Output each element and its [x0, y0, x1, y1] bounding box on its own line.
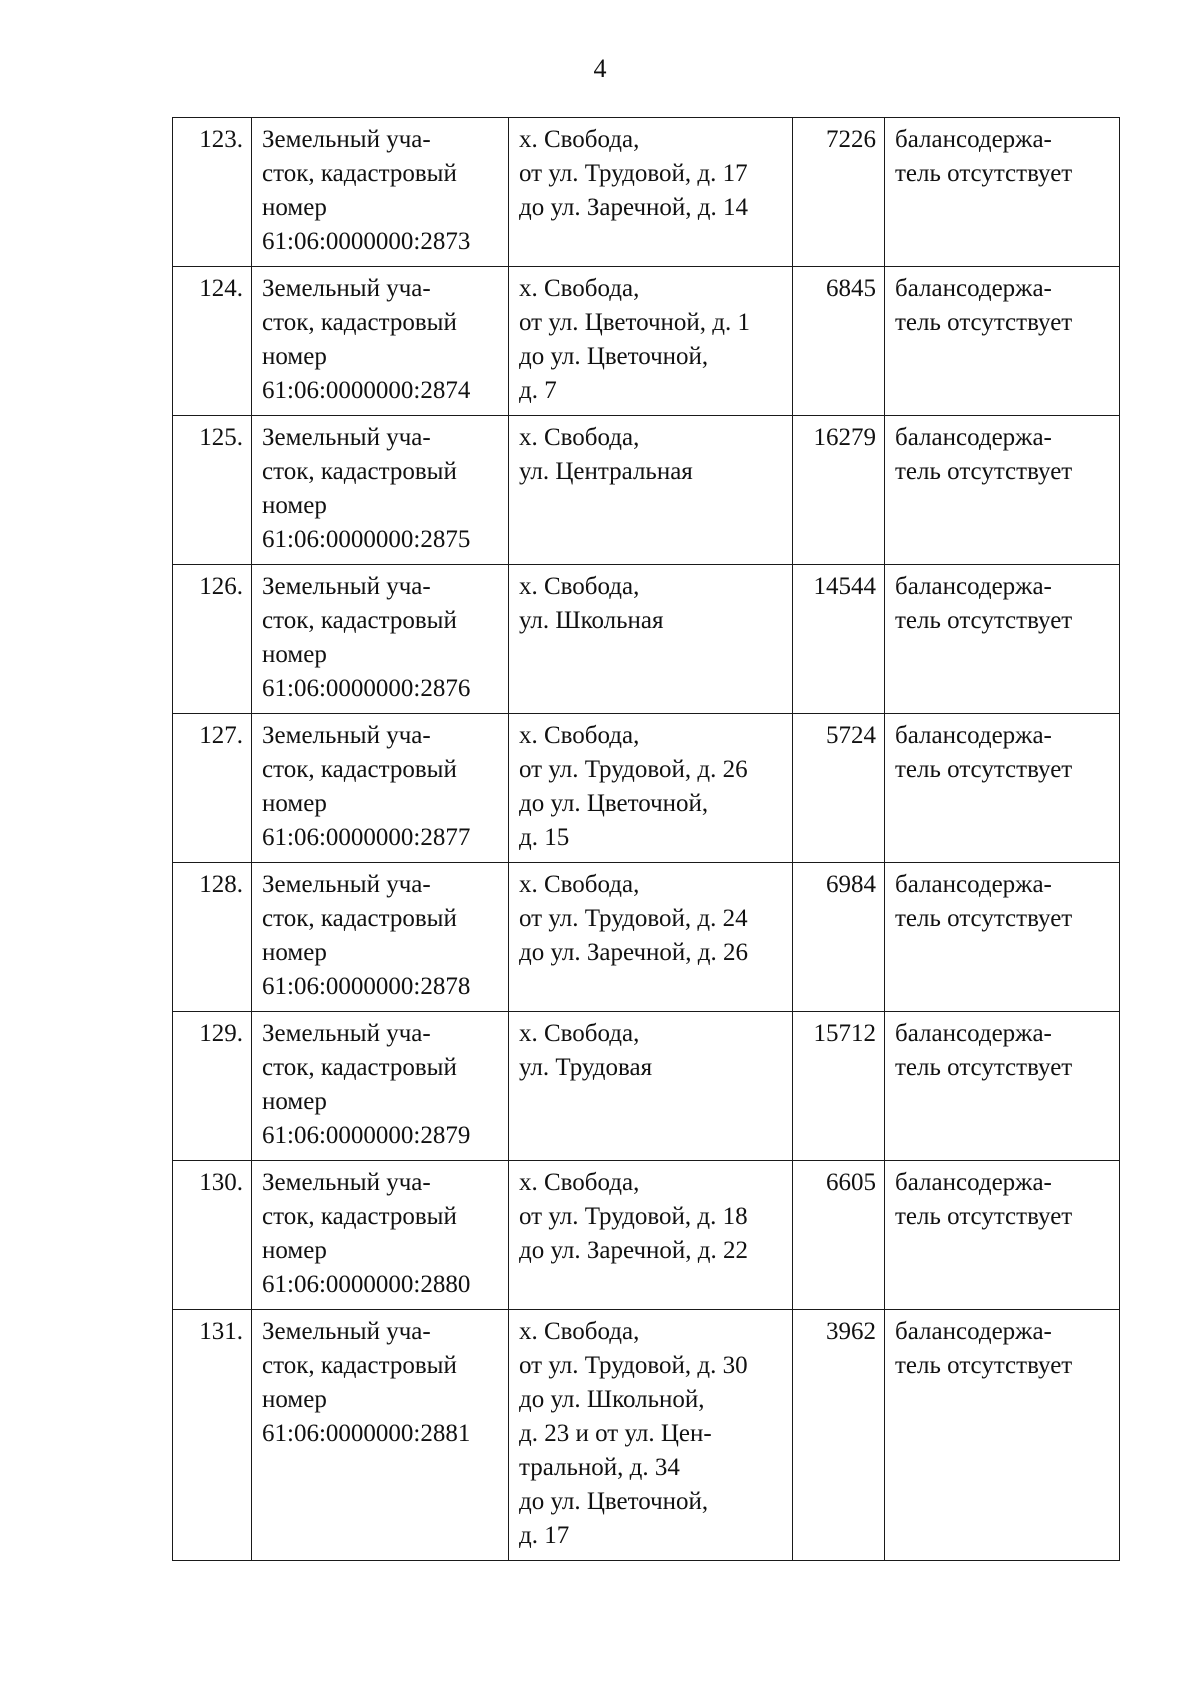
balance-holder: балансодержа- тель отсутствует: [885, 1012, 1120, 1161]
object-name: Земельный уча- сток, кадастровый номер 61:06:0000000:2881: [252, 1310, 509, 1561]
row-number: 125.: [173, 416, 252, 565]
row-number: 128.: [173, 863, 252, 1012]
object-area: 6605: [793, 1161, 885, 1310]
table-row: [173, 863, 1120, 1012]
page-number: 4: [593, 54, 607, 83]
row-number: 130.: [173, 1161, 252, 1310]
object-name: Земельный уча- сток, кадастровый номер 61:06:0000000:2875: [252, 416, 509, 565]
table-row: [173, 1310, 1120, 1561]
object-area: 6984: [793, 863, 885, 1012]
object-name: Земельный уча- сток, кадастровый номер 61:06:0000000:2873: [252, 118, 509, 267]
object-area: 16279: [793, 416, 885, 565]
object-address: х. Свобода, ул. Трудовая: [509, 1012, 793, 1161]
object-address: х. Свобода, от ул. Трудовой, д. 26 до ул. Цветочной, д. 15: [509, 714, 793, 863]
table-row: [173, 1012, 1120, 1161]
balance-holder: балансодержа- тель отсутствует: [885, 118, 1120, 267]
row-number: 131.: [173, 1310, 252, 1561]
balance-holder: балансодержа- тель отсутствует: [885, 565, 1120, 714]
object-address: х. Свобода, ул. Школьная: [509, 565, 793, 714]
object-address: х. Свобода, ул. Центральная: [509, 416, 793, 565]
object-area: 5724: [793, 714, 885, 863]
balance-holder: балансодержа- тель отсутствует: [885, 416, 1120, 565]
object-area: 7226: [793, 118, 885, 267]
row-number: 123.: [173, 118, 252, 267]
object-name: Земельный уча- сток, кадастровый номер 61:06:0000000:2877: [252, 714, 509, 863]
object-name: Земельный уча- сток, кадастровый номер 61:06:0000000:2880: [252, 1161, 509, 1310]
row-number: 126.: [173, 565, 252, 714]
object-area: 3962: [793, 1310, 885, 1561]
object-area: 6845: [793, 267, 885, 416]
table-row: [173, 416, 1120, 565]
balance-holder: балансодержа- тель отсутствует: [885, 1161, 1120, 1310]
row-number: 127.: [173, 714, 252, 863]
object-name: Земельный уча- сток, кадастровый номер 61:06:0000000:2876: [252, 565, 509, 714]
balance-holder: балансодержа- тель отсутствует: [885, 267, 1120, 416]
object-address: х. Свобода, от ул. Трудовой, д. 30 до ул. Школьной, д. 23 и от ул. Цен- тральной, д. 34 до ул. Цветочной, д. 17: [509, 1310, 793, 1561]
object-address: х. Свобода, от ул. Трудовой, д. 24 до ул. Заречной, д. 26: [509, 863, 793, 1012]
land-registry-table: [172, 117, 1120, 1561]
row-number: 129.: [173, 1012, 252, 1161]
object-address: х. Свобода, от ул. Цветочной, д. 1 до ул. Цветочной, д. 7: [509, 267, 793, 416]
table-row: [173, 1161, 1120, 1310]
object-address: х. Свобода, от ул. Трудовой, д. 18 до ул. Заречной, д. 22: [509, 1161, 793, 1310]
object-area: 14544: [793, 565, 885, 714]
table-row: [173, 267, 1120, 416]
table-row: [173, 714, 1120, 863]
object-name: Земельный уча- сток, кадастровый номер 61:06:0000000:2874: [252, 267, 509, 416]
balance-holder: балансодержа- тель отсутствует: [885, 714, 1120, 863]
table-row: [173, 565, 1120, 714]
object-name: Земельный уча- сток, кадастровый номер 61:06:0000000:2879: [252, 1012, 509, 1161]
object-area: 15712: [793, 1012, 885, 1161]
balance-holder: балансодержа- тель отсутствует: [885, 1310, 1120, 1561]
balance-holder: балансодержа- тель отсутствует: [885, 863, 1120, 1012]
row-number: 124.: [173, 267, 252, 416]
object-address: х. Свобода, от ул. Трудовой, д. 17 до ул. Заречной, д. 14: [509, 118, 793, 267]
table-row: [173, 118, 1120, 267]
object-name: Земельный уча- сток, кадастровый номер 61:06:0000000:2878: [252, 863, 509, 1012]
